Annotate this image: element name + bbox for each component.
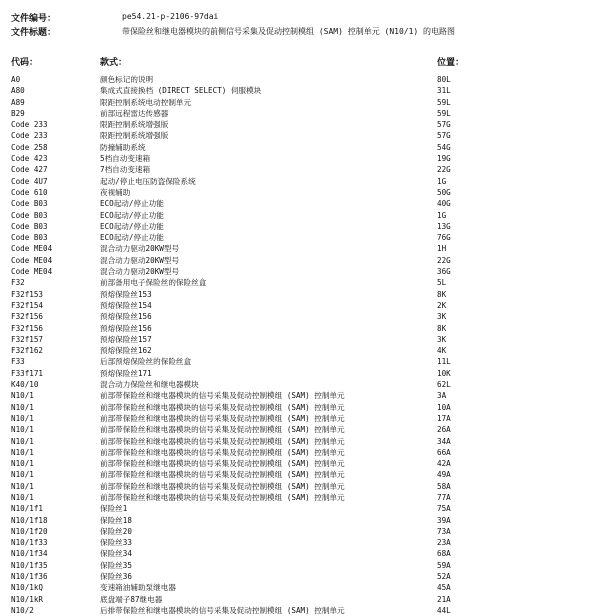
row-code: A0 xyxy=(11,75,21,84)
row-position: 52A xyxy=(437,572,451,582)
row-code: Code 4U7 xyxy=(11,176,48,186)
table-row xyxy=(0,142,600,153)
row-description: ECO起动/停止功能 xyxy=(100,210,164,220)
table-row xyxy=(0,108,600,119)
table-row xyxy=(0,74,600,85)
table-row xyxy=(0,187,600,198)
row-description: 前部带保险丝和继电器模块的信号采集及促动控制模组 (SAM) 控制单元 xyxy=(100,425,345,435)
row-code: Code B03 xyxy=(11,210,48,220)
row-description: 底盘端子87继电器 xyxy=(100,594,163,604)
table-row xyxy=(0,481,600,492)
table-row xyxy=(0,436,600,447)
row-code: N10/1 xyxy=(11,391,34,401)
table-row xyxy=(0,243,600,254)
row-description: 集成式直接换档 (DIRECT SELECT) 伺服模块 xyxy=(100,86,262,96)
table-row xyxy=(0,289,600,300)
row-code: N10/1 xyxy=(11,459,34,469)
row-code: N10/1 xyxy=(11,470,34,480)
row-position: 50G xyxy=(437,187,451,197)
row-code: Code 610 xyxy=(11,187,48,197)
row-position: 10K xyxy=(437,368,451,378)
table-row xyxy=(0,311,600,322)
row-code: Code 233 xyxy=(11,120,48,130)
row-description: 前部带保险丝和继电器模块的信号采集及促动控制模组 (SAM) 控制单元 xyxy=(100,470,345,480)
row-position: 59A xyxy=(437,560,451,570)
doc-title-value: 带保险丝和继电器模块的前侧信号采集及促动控制模组 (SAM) 控制单元 (N10/1) 的电路图 xyxy=(122,27,456,36)
row-code: Code 427 xyxy=(11,165,48,175)
table-row xyxy=(0,424,600,435)
row-description: 保险丝35 xyxy=(100,560,132,570)
row-code: Code ME04 xyxy=(11,267,53,277)
table-row xyxy=(0,255,600,266)
row-position: 59L xyxy=(437,108,451,118)
table-row xyxy=(0,345,600,356)
row-position: 75A xyxy=(437,504,451,514)
row-description: 预熔保险丝153 xyxy=(100,289,152,299)
row-code: Code ME04 xyxy=(11,244,53,254)
table-row xyxy=(0,97,600,108)
row-position: 22G xyxy=(437,255,451,265)
row-code: N10/1f34 xyxy=(11,549,48,559)
row-description: 预熔保险丝171 xyxy=(100,368,152,378)
row-description: 前部远程雷达传感器 xyxy=(100,108,169,118)
row-position: 44L xyxy=(437,605,451,615)
row-position: 17A xyxy=(437,413,451,423)
row-description: 起动/停止电压防盗保险系统 xyxy=(100,176,196,186)
row-position: 3K xyxy=(437,312,447,322)
row-position: 2K xyxy=(437,300,447,310)
row-description: 保险丝18 xyxy=(100,515,132,525)
table-row xyxy=(0,119,600,130)
row-code: N10/1 xyxy=(11,481,34,491)
row-description: 防撞辅助系统 xyxy=(100,142,146,152)
row-description: 前部备用电子保险丝的保险丝盒 xyxy=(100,278,207,288)
table-row xyxy=(0,277,600,288)
row-position: 10A xyxy=(437,402,451,412)
row-code: Code 423 xyxy=(11,154,48,164)
row-code: F32f156 xyxy=(11,323,44,333)
row-description: 限距控制系统电动控制单元 xyxy=(100,97,192,107)
row-description: 变速箱油辅助泵继电器 xyxy=(100,583,176,593)
table-row xyxy=(0,537,600,548)
row-description: 保险丝1 xyxy=(100,504,128,514)
row-position: 68A xyxy=(437,549,451,559)
row-code: N10/1f36 xyxy=(11,572,48,582)
row-code: N10/1 xyxy=(11,447,34,457)
row-position: 34A xyxy=(437,436,451,446)
row-position: 23A xyxy=(437,538,451,548)
table-row xyxy=(0,469,600,480)
row-code: N10/1f1 xyxy=(11,504,44,514)
row-code: N10/2 xyxy=(11,605,34,615)
row-position: 80L xyxy=(437,75,451,84)
component-list xyxy=(0,74,600,616)
row-code: A80 xyxy=(11,86,25,96)
row-description: 预熔保险丝154 xyxy=(100,300,152,310)
row-description: 保险丝20 xyxy=(100,526,132,536)
row-code: Code B03 xyxy=(11,233,48,243)
row-code: F32f153 xyxy=(11,289,44,299)
row-description: 前部带保险丝和继电器模块的信号采集及促动控制模组 (SAM) 控制单元 xyxy=(100,391,345,401)
row-code: B29 xyxy=(11,108,25,118)
row-description: 预熔保险丝156 xyxy=(100,323,152,333)
row-position: 36G xyxy=(437,267,451,277)
row-position: 66A xyxy=(437,447,451,457)
table-row xyxy=(0,356,600,367)
row-position: 19G xyxy=(437,154,451,164)
row-position: 22G xyxy=(437,165,451,175)
row-description: 混合动力保险丝和继电器模块 xyxy=(100,380,199,390)
row-code: N10/1 xyxy=(11,425,34,435)
row-position: 58A xyxy=(437,481,451,491)
row-description: ECO起动/停止功能 xyxy=(100,199,164,209)
row-position: 73A xyxy=(437,526,451,536)
row-code: A89 xyxy=(11,97,25,107)
row-description: 限距控制系统增强版 xyxy=(100,131,169,141)
table-row xyxy=(0,515,600,526)
row-code: F32f154 xyxy=(11,300,44,310)
row-description: 保险丝34 xyxy=(100,549,132,559)
row-code: N10/1 xyxy=(11,402,34,412)
doc-number-value: pe54.21-p-2106-97dai xyxy=(122,12,219,21)
table-row xyxy=(0,503,600,514)
table-row xyxy=(0,458,600,469)
row-code: Code 233 xyxy=(11,131,48,141)
table-row xyxy=(0,198,600,209)
table-row xyxy=(0,413,600,424)
table-row xyxy=(0,85,600,96)
table-row xyxy=(0,492,600,503)
row-code: Code 258 xyxy=(11,142,48,152)
column-header-position: 位置： xyxy=(437,58,465,68)
row-code: N10/1 xyxy=(11,436,34,446)
row-description: 混合动力驱动20KW型号 xyxy=(100,255,180,265)
table-row xyxy=(0,526,600,537)
row-code: Code B03 xyxy=(11,199,48,209)
row-description: 前部带保险丝和继电器模块的信号采集及促动控制模组 (SAM) 控制单元 xyxy=(100,492,345,502)
row-description: ECO起动/停止功能 xyxy=(100,233,164,243)
row-position: 54G xyxy=(437,142,451,152)
table-row xyxy=(0,176,600,187)
row-position: 3A xyxy=(437,391,447,401)
row-description: 后部预熔保险丝的保险丝盒 xyxy=(100,357,192,367)
table-row xyxy=(0,323,600,334)
row-position: 5L xyxy=(437,278,447,288)
column-header-description: 款式： xyxy=(100,58,128,68)
row-description: 前部带保险丝和继电器模块的信号采集及促动控制模组 (SAM) 控制单元 xyxy=(100,436,345,446)
row-code: N10/1f35 xyxy=(11,560,48,570)
row-code: N10/1 xyxy=(11,413,34,423)
row-position: 1G xyxy=(437,176,447,186)
table-row xyxy=(0,221,600,232)
row-position: 40G xyxy=(437,199,451,209)
row-position: 11L xyxy=(437,357,451,367)
row-description: 保险丝36 xyxy=(100,572,132,582)
row-description: 前部带保险丝和继电器模块的信号采集及促动控制模组 (SAM) 控制单元 xyxy=(100,402,345,412)
row-code: N10/1kR xyxy=(11,594,44,604)
table-row xyxy=(0,390,600,401)
table-row xyxy=(0,266,600,277)
row-code: Code B03 xyxy=(11,221,48,231)
row-position: 3K xyxy=(437,334,447,344)
row-position: 45A xyxy=(437,583,451,593)
row-description: 前部带保险丝和继电器模块的信号采集及促动控制模组 (SAM) 控制单元 xyxy=(100,447,345,457)
table-row xyxy=(0,164,600,175)
table-row xyxy=(0,210,600,221)
row-code: F32f157 xyxy=(11,334,44,344)
row-description: 预熔保险丝162 xyxy=(100,346,152,356)
row-position: 57G xyxy=(437,131,451,141)
row-position: 42A xyxy=(437,459,451,469)
row-position: 1H xyxy=(437,244,447,254)
table-row xyxy=(0,153,600,164)
row-position: 77A xyxy=(437,492,451,502)
row-code: F33f171 xyxy=(11,368,44,378)
row-code: N10/1f20 xyxy=(11,526,48,536)
row-description: 夜视辅助 xyxy=(100,187,131,197)
row-description: 混合动力驱动20KW型号 xyxy=(100,267,180,277)
row-code: N10/1f18 xyxy=(11,515,48,525)
row-position: 49A xyxy=(437,470,451,480)
row-code: N10/1kQ xyxy=(11,583,44,593)
row-description: 限距控制系统增强版 xyxy=(100,120,169,130)
row-description: 前部带保险丝和继电器模块的信号采集及促动控制模组 (SAM) 控制单元 xyxy=(100,413,345,423)
row-code: F33 xyxy=(11,357,25,367)
row-code: F32f156 xyxy=(11,312,44,322)
column-header-code: 代码： xyxy=(11,58,39,68)
row-position: 1G xyxy=(437,210,447,220)
table-row xyxy=(0,379,600,390)
row-code: N10/1 xyxy=(11,492,34,502)
row-code: K40/10 xyxy=(11,380,39,390)
table-row xyxy=(0,447,600,458)
row-position: 39A xyxy=(437,515,451,525)
row-position: 26A xyxy=(437,425,451,435)
row-code: F32f162 xyxy=(11,346,44,356)
row-code: F32 xyxy=(11,278,25,288)
row-description: ECO起动/停止功能 xyxy=(100,221,164,231)
row-position: 57G xyxy=(437,120,451,130)
row-code: N10/1f33 xyxy=(11,538,48,548)
row-description: 保险丝33 xyxy=(100,538,132,548)
row-description: 预熔保险丝157 xyxy=(100,334,152,344)
row-position: 13G xyxy=(437,221,451,231)
row-description: 前部带保险丝和继电器模块的信号采集及促动控制模组 (SAM) 控制单元 xyxy=(100,459,345,469)
row-position: 31L xyxy=(437,86,451,96)
row-description: 7档自动变速箱 xyxy=(100,165,151,175)
table-row xyxy=(0,571,600,582)
doc-title-label: 文件标题： xyxy=(11,28,57,38)
table-row xyxy=(0,300,600,311)
table-row xyxy=(0,605,600,616)
table-row xyxy=(0,560,600,571)
row-description: 后排带保险丝和继电器模块的信号采集及促动控制模组 (SAM) 控制单元 xyxy=(100,605,345,615)
table-row xyxy=(0,582,600,593)
table-row xyxy=(0,232,600,243)
doc-number-label: 文件编号： xyxy=(11,14,57,24)
row-position: 8K xyxy=(437,289,447,299)
row-description: 前部带保险丝和继电器模块的信号采集及促动控制模组 (SAM) 控制单元 xyxy=(100,481,345,491)
table-row xyxy=(0,368,600,379)
row-code: Code ME04 xyxy=(11,255,53,265)
row-description: 混合动力驱动20KW型号 xyxy=(100,244,180,254)
table-row xyxy=(0,130,600,141)
table-row xyxy=(0,402,600,413)
table-row xyxy=(0,334,600,345)
row-position: 76G xyxy=(437,233,451,243)
row-description: 颜色标记的说明 xyxy=(100,75,154,84)
row-description: 5档自动变速箱 xyxy=(100,154,151,164)
row-position: 62L xyxy=(437,380,451,390)
row-position: 8K xyxy=(437,323,447,333)
row-description: 预熔保险丝156 xyxy=(100,312,152,322)
row-position: 21A xyxy=(437,594,451,604)
row-position: 4K xyxy=(437,346,447,356)
table-row xyxy=(0,594,600,605)
row-position: 59L xyxy=(437,97,451,107)
table-row xyxy=(0,548,600,559)
